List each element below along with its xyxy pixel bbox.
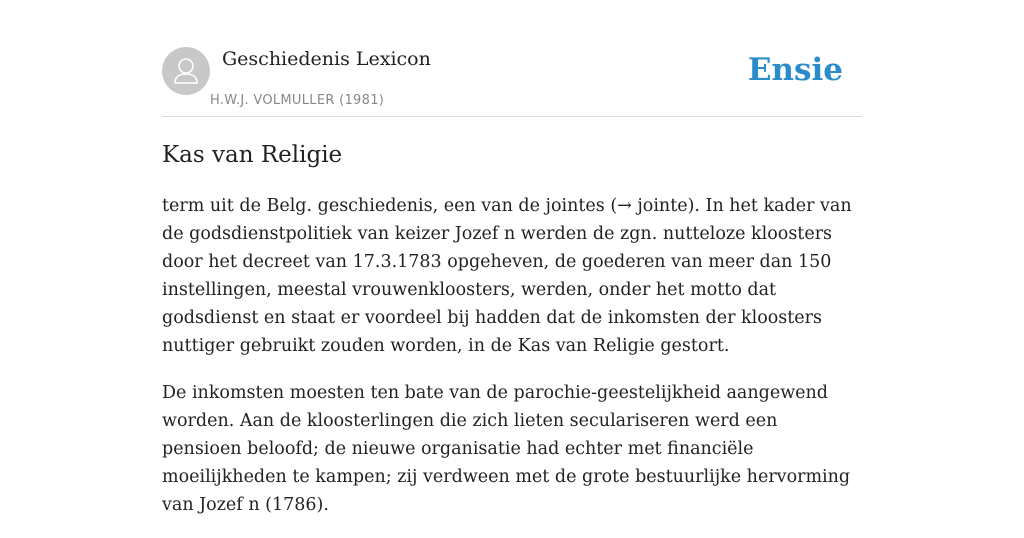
source-title[interactable]: Geschiedenis Lexicon <box>222 48 431 70</box>
avatar <box>162 47 210 95</box>
entry-paragraph: term uit de Belg. geschiedenis, een van de jointes (→ jointe). In het kader van de godsdienstpolitiek van keizer Jozef n werden de zgn. nutteloze kloosters door het decreet van 17.3.1783 opgeheven, de goederen van meer dan 150 instellingen, meestal vrouwenkloosters, werden, onder het motto dat godsdienst en staat er voordeel bij hadden dat de inkomsten der kloosters nuttiger gebruikt zouden worden, in de Kas van Religie gestort. <box>162 196 852 356</box>
page-title: Kas van Religie <box>162 142 343 168</box>
brand-logo[interactable]: Ensie <box>747 52 843 88</box>
source-author[interactable]: H.W.J. VOLMULLER (1981) <box>210 93 385 108</box>
source-header <box>162 46 862 117</box>
page <box>162 0 862 515</box>
entry-body <box>162 192 862 538</box>
user-icon <box>162 47 210 95</box>
entry-paragraph: De inkomsten moesten ten bate van de parochie-geestelijkheid aangewend worden. Aan de kloosterlingen die zich lieten seculariseren werd een pensioen beloofd; de nieuwe organisatie had echter met financiële moeilijkheden te kampen; zij verdween met de grote bestuurlijke hervorming van Jozef n (1786). <box>162 383 851 515</box>
